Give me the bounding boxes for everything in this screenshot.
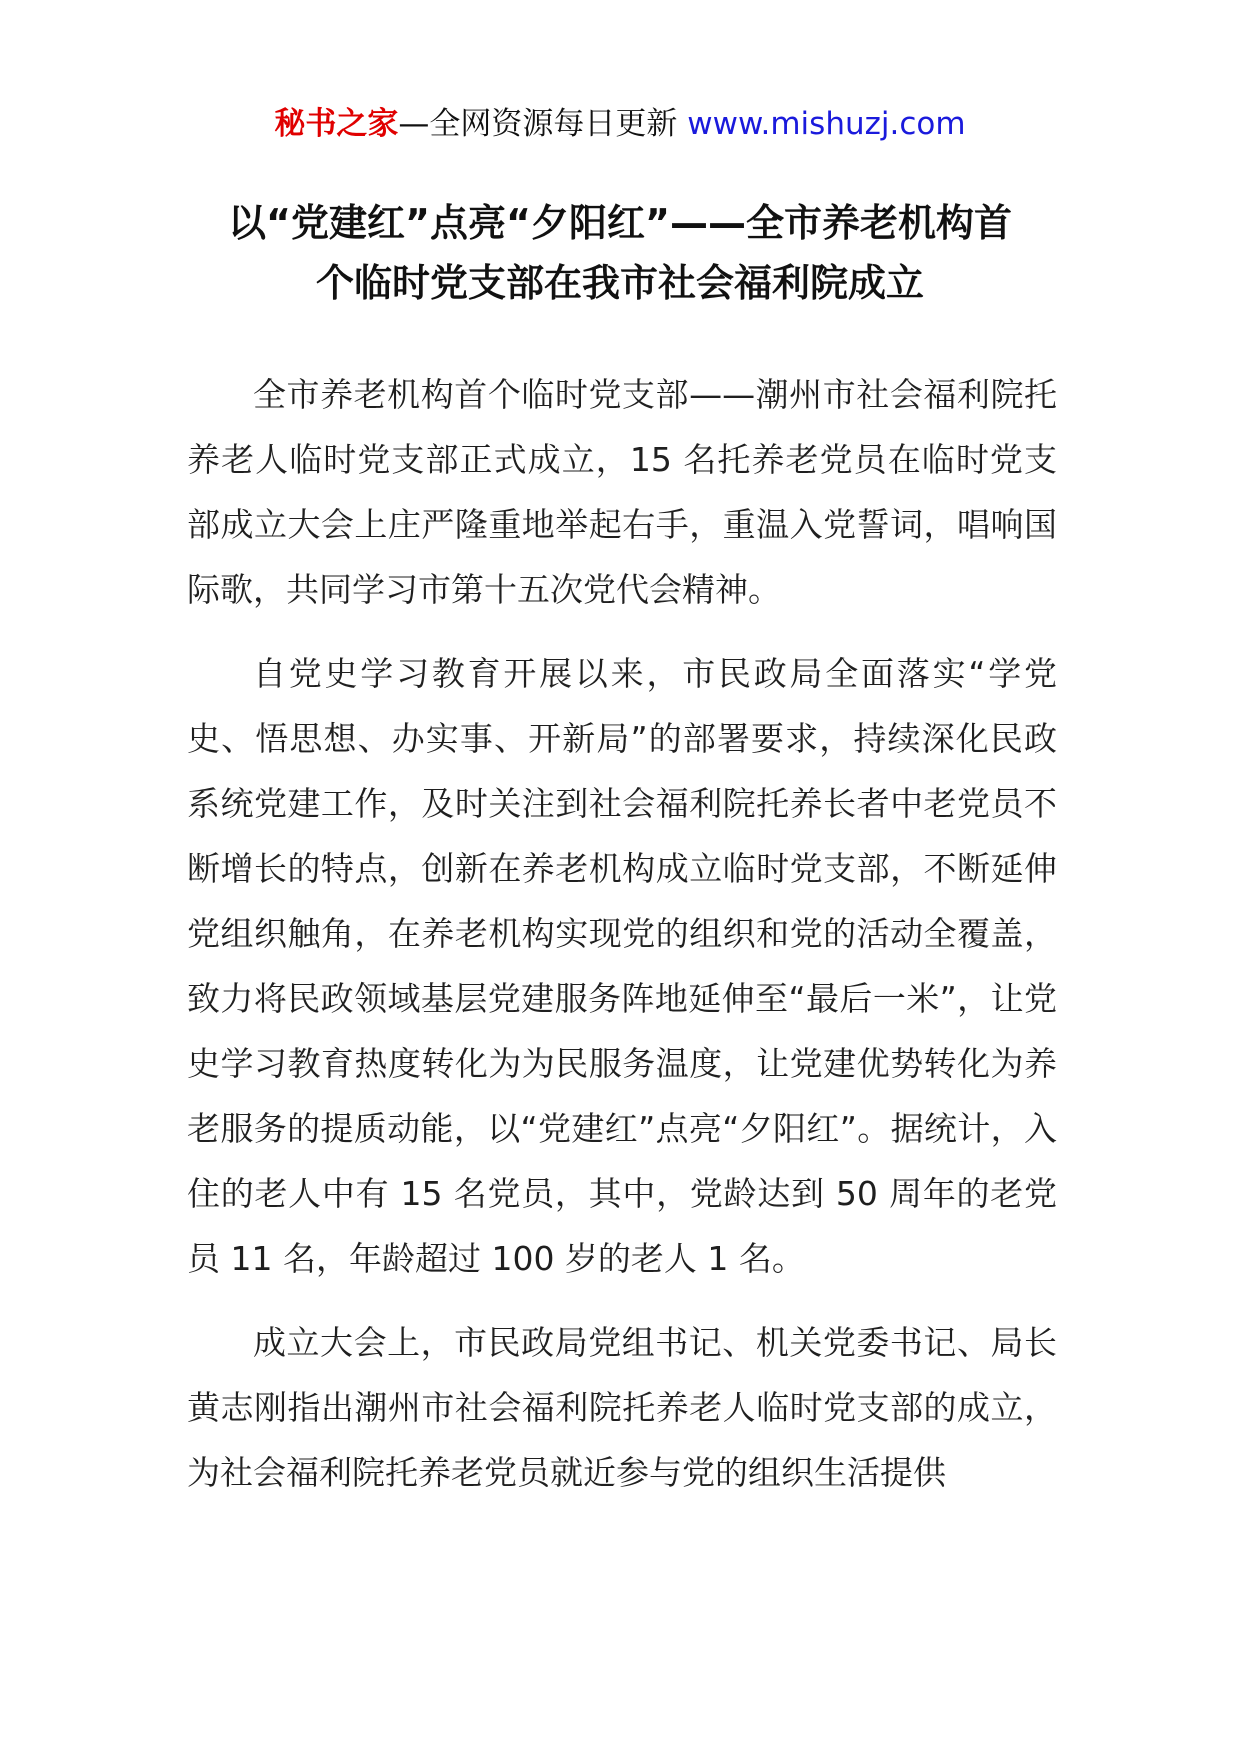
site-url-link[interactable]: www.mishuzj.com: [687, 106, 966, 142]
document-title: [160, 193, 1080, 313]
site-header: [0, 100, 1240, 148]
document-title-line-1: 以“党建红”点亮“夕阳红”——全市养老机构首: [228, 201, 1012, 245]
document-body: [187, 362, 1057, 1524]
document-title-line-2: 个临时党支部在我市社会福利院成立: [315, 261, 924, 305]
site-tagline: —全网资源每日更新: [398, 106, 678, 142]
body-paragraph-2: 自党史学习教育开展以来，市民政局全面落实“学党史、悟思想、办实事、开新局”的部署要求，持续深化民政系统党建工作，及时关注到社会福利院托养长者中老党员不断增长的特点，创新在养老机构成立临时党支部，不断延伸党组织触角，在养老机构实现党的组织和党的活动全覆盖，致力将民政领域基层党建服务阵地延伸至“最后一米”，让党史学习教育热度转化为为民服务温度，让党建优势转化为养老服务的提质动能，以“党建红”点亮“夕阳红”。据统计，入住的老人中有 15 名党员，其中，党龄达到 50 周年的老党员 11 名，年龄超过 100 岁的老人 1 名。: [187, 654, 1057, 1278]
site-brand: 秘书之家: [274, 106, 399, 142]
body-paragraph-3: 成立大会上，市民政局党组书记、机关党委书记、局长黄志刚指出潮州市社会福利院托养老人临时党支部的成立，为社会福利院托养老党员就近参与党的组织生活提供: [187, 1323, 1057, 1492]
body-paragraph-1: 全市养老机构首个临时党支部——潮州市社会福利院托养老人临时党支部正式成立，15 名托养老党员在临时党支部成立大会上庄严隆重地举起右手，重温入党誓词，唱响国际歌，共同学习市第十五次党代会精神。: [187, 375, 1057, 609]
